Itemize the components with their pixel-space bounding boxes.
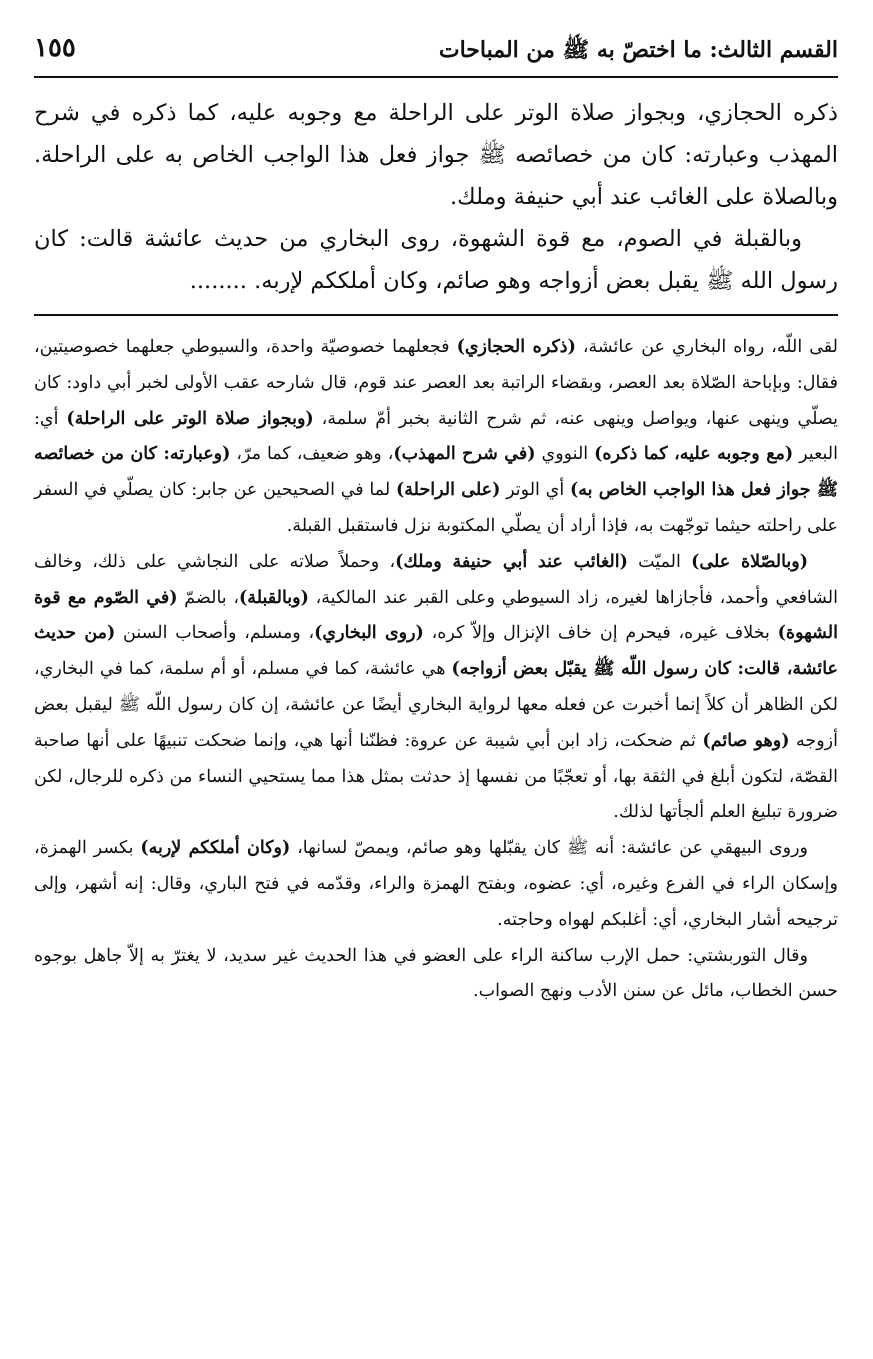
footnote-quoted-text: (وبالصّلاة على) xyxy=(691,551,809,572)
footnote-quoted-text: (على الراحلة) xyxy=(395,480,501,501)
footnote-quoted-text: (في شرح المهذب) xyxy=(393,444,536,465)
footnote-quoted-text: (وهو صائم) xyxy=(702,730,790,751)
main-text xyxy=(34,92,838,302)
footnote-text: ، ومسلم، وأصحاب السنن xyxy=(115,623,315,644)
footnote-quoted-text: (روى البخاري) xyxy=(314,623,424,644)
footnote-text: بكسر الهمزة، وإسكان الراء في الفرع وغيره، أي: عضوه، وبفتح الهمزة والراء، وقدّمه في فتح الباري، وقال: إنه أشهر، وإلى ترجيحه أشار البخاري، أي: أغلبكم لهواه وحاجته. xyxy=(34,838,838,930)
footnote-quoted-text: (وبجواز صلاة الوتر على الراحلة) xyxy=(66,408,314,429)
page-header xyxy=(34,24,838,78)
footnote-text: فجعلهما خصوصيّة واحدة، والسيوطي جعلهما خصوصيتين، فقال: وبإباحة الصّلاة بعد العصر، وبقضاء الراتبة بعد العصر عند قوم، قال شارحه عقب الأولى لخبر أبي داود: كان يصلّي وينهى عنها، ويواصل وينهى عنه، ثم شرح الثانية بخبر أمّ سلمة، xyxy=(34,337,838,429)
footnote-quoted-text: (وبالقبلة) xyxy=(239,587,309,608)
footnote-text: النووي xyxy=(535,444,595,465)
footnote-text: أي الوتر xyxy=(500,480,570,501)
book-page xyxy=(34,24,838,1010)
footnote-text: ثم ضحكت، زاد ابن أبي شيبة عن عروة: فظنّنا أنها هي، وإنما ضحكت تنبيهًا على أنها صاحبة القصّة، لتكون أبلغ في الثقة بها، أو تعجّبًا من نفسها إذ حدثت بمثل هذا مما يستحيي النساء من ذكره للرجال، لكن ضرورة تبليغ العلم ألجأتها لذلك. xyxy=(34,730,838,823)
footnote-quoted-text: (من حديث عائشة، قالت: كان رسول اللّه ﷺ يقبّل بعض أزواجه) xyxy=(34,623,839,680)
footnote-quoted-text: (وعبارته: كان من خصائصه ﷺ جواز فعل هذا الواجب الخاص به) xyxy=(34,444,838,501)
footnote-text: ، بالضمّ xyxy=(177,587,240,608)
footnote-paragraph xyxy=(34,939,838,1011)
footnote-text: وقال التوربشتي: حمل الإرب ساكنة الراء على العضو في هذا الحديث غير سديد، لا يغترّ به إلاّ جاهل بوجوه حسن الخطاب، مائل عن سنن الأدب ونهج الصواب. xyxy=(34,945,838,1002)
footnote-paragraph xyxy=(34,831,838,938)
footnote-quoted-text: (الغائب عند أبي حنيفة وملك) xyxy=(395,551,628,572)
main-paragraph: ذكره الحجازي، وبجواز صلاة الوتر على الراحلة مع وجوبه عليه، كما ذكره في شرح المهذب وعبارته: كان من خصائصه ﷺ جواز فعل هذا الواجب الخاص به على الراحلة. وبالصلاة على الغائب عند أبي حنيفة وملك. xyxy=(34,100,838,210)
running-title: القسم الثالث: ما اختصّ به ﷺ من المباحات xyxy=(438,37,838,63)
main-paragraph: وبالقبلة في الصوم، مع قوة الشهوة، روى البخاري من حديث عائشة قالت: كان رسول الله ﷺ يقبل بعض أزواجه وهو صائم، وكان أملككم لإربه. ........ xyxy=(34,226,838,294)
footnote-text: لما في الصحيحين عن جابر: كان يصلّي في السفر على راحلته حيثما توجّهت به، فإذا أراد أن يصلّي المكتوبة نزل فاستقبل القبلة. xyxy=(34,480,838,536)
footnote-text: بخلاف غيره، فيحرم إن خاف الإنزال وإلاّ كره، xyxy=(423,623,778,644)
footnote-text: لقى اللّه، رواه البخاري عن عائشة، xyxy=(575,337,838,357)
footnote-paragraph xyxy=(34,545,838,831)
footnote-quoted-text: (مع وجوبه عليه، كما ذكره) xyxy=(594,444,794,465)
footnote-text: هي عائشة، كما في مسلم، أو أم سلمة، كما في البخاري، لكن الظاهر أن كلاً إنما أخبرت عن فعله معها لرواية البخاري أيضًا عن عائشة، إن كان رسول اللّه ﷺ ليقبل بعض أزوجه xyxy=(34,659,838,751)
footnote-text: ، وهو ضعيف، كما مرّ، xyxy=(230,444,394,465)
footnote-paragraph xyxy=(34,330,838,545)
footnote-text: الميّت xyxy=(627,551,692,572)
page-number: ١٥٥ xyxy=(34,33,76,63)
footnotes xyxy=(34,330,838,1010)
footnote-text: ، وحملاً صلاته على النجاشي على ذلك، وخالف الشافعي وأحمد، فأجازاها لغيره، زاد السيوطي وعلى القبر عند المالكية، xyxy=(34,551,838,608)
footnote-quoted-text: (وكان أملككم لإربه) xyxy=(140,838,291,859)
footnote-quoted-text: (ذكره الحجازي) xyxy=(456,337,576,357)
footnote-text: أي: البعير xyxy=(34,408,838,465)
footnote-divider xyxy=(34,314,838,316)
footnote-text: وروى البيهقي عن عائشة: أنه ﷺ كان يقبّلها وهو صائم، ويمصّ لسانها، xyxy=(290,838,809,859)
footnote-quoted-text: (في الصّوم مع قوة الشهوة) xyxy=(34,587,838,644)
